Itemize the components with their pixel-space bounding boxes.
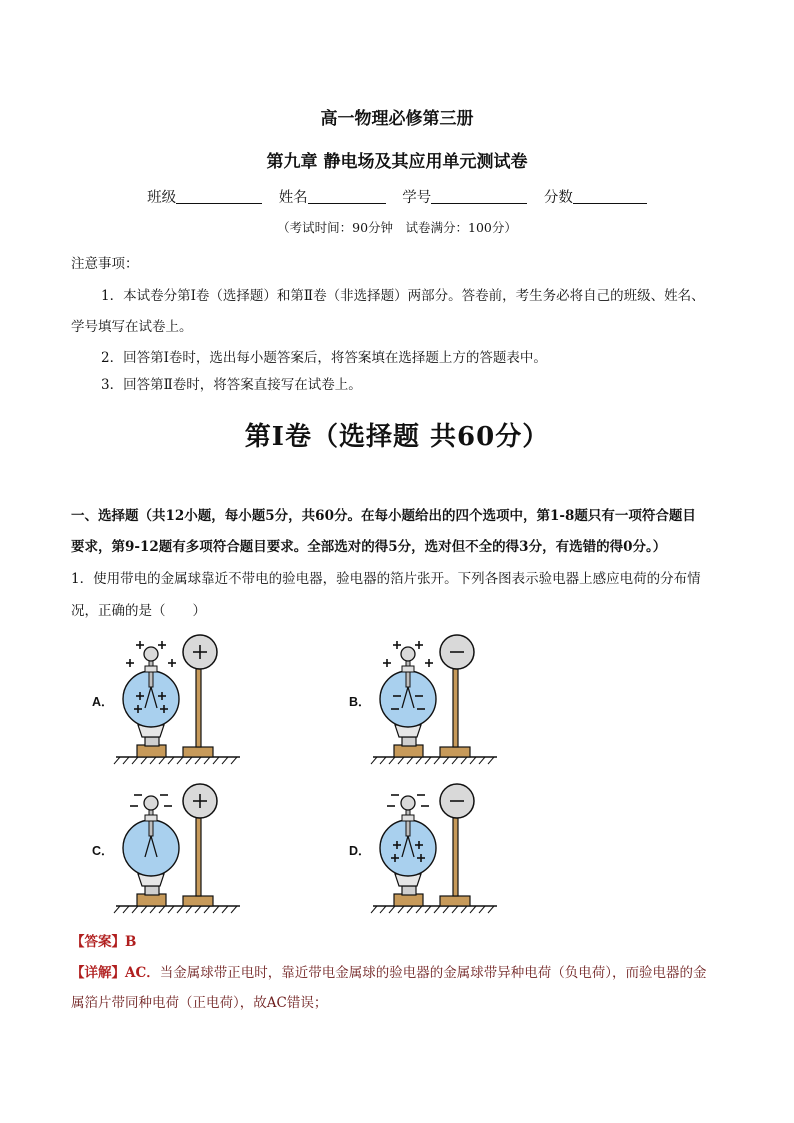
electroscope-base: [394, 894, 423, 906]
explanation-line-1: [71, 961, 706, 981]
answer-line: [71, 930, 136, 950]
option-c-label[interactable]: C．: [92, 844, 114, 858]
ground-hatch: [123, 757, 129, 764]
ground-hatch: [398, 906, 404, 913]
explanation-tag: AC．: [125, 965, 160, 981]
electroscope-base: [137, 745, 166, 757]
ground-hatch: [132, 906, 138, 913]
ground-hatch: [443, 906, 449, 913]
answer-label: 【答案】: [71, 934, 125, 950]
ground-hatch: [380, 906, 386, 913]
ground-hatch: [114, 757, 120, 764]
part-title: 第Ⅰ卷（选择题 共60分）: [244, 422, 550, 452]
name-label: 姓名: [278, 190, 308, 206]
stand-base: [183, 747, 213, 757]
ground-hatch: [470, 906, 476, 913]
ground-hatch: [114, 906, 120, 913]
ground-hatch: [443, 757, 449, 764]
ground-hatch: [231, 906, 237, 913]
ground-hatch: [204, 906, 210, 913]
rod-clamp: [145, 666, 157, 672]
ground-hatch: [398, 757, 404, 764]
electroscope-diagram-c: [114, 784, 240, 913]
ground-hatch: [204, 757, 210, 764]
ground-hatch: [123, 906, 129, 913]
ground-hatch: [159, 757, 165, 764]
electroscope-diagram-a: [114, 635, 240, 764]
ground-hatch: [371, 906, 377, 913]
ground-hatch: [425, 906, 431, 913]
ground-hatch: [479, 757, 485, 764]
ground-hatch: [195, 757, 201, 764]
notice-heading: 注意事项：: [71, 256, 139, 272]
question-1-stem: 1．使用带电的金属球靠近不带电的验电器，验电器的箔片张开。下列各图表示验电器上感应电荷的分布情: [71, 571, 701, 587]
ground-hatch: [470, 757, 476, 764]
ground-hatch: [479, 906, 485, 913]
electroscope-stem: [402, 737, 416, 746]
ground-hatch: [213, 757, 219, 764]
ground-hatch: [213, 906, 219, 913]
section-instructions: 一、选择题（共12小题，每小题5分，共60分。在每小题给出的四个选项中，第1-8题只有一项符合题目: [71, 508, 696, 524]
ground-hatch: [452, 757, 458, 764]
ground-hatch: [461, 906, 467, 913]
rod-clamp: [402, 666, 414, 672]
ground-hatch: [168, 757, 174, 764]
ground-hatch: [222, 906, 228, 913]
ground-hatch: [488, 906, 494, 913]
ground-hatch: [452, 906, 458, 913]
electroscope-diagram-b: [371, 635, 497, 764]
section-instructions-cont: 要求，第9-12题有多项符合题目要求。全部选对的得5分，选对但不全的得3分，有选错的得0分。）: [71, 539, 667, 555]
explanation-line-2: [71, 991, 327, 1011]
exam-title: 高一物理必修第三册: [320, 109, 474, 129]
top-metal-ball: [144, 647, 158, 661]
ground-hatch: [159, 906, 165, 913]
notice-item-1-cont: 学号填写在试卷上。: [71, 319, 193, 335]
ground-hatch: [407, 757, 413, 764]
id-label: 学号: [402, 190, 432, 206]
ground-hatch: [177, 757, 183, 764]
ground-hatch: [380, 757, 386, 764]
metal-rod: [149, 659, 153, 687]
option-a-label[interactable]: A．: [92, 695, 114, 709]
exam-subtitle: 第九章 静电场及其应用单元测试卷: [266, 152, 528, 172]
rod-clamp: [145, 815, 157, 821]
ground-hatch: [416, 757, 422, 764]
option-d-label[interactable]: D．: [349, 844, 371, 858]
ground-hatch: [132, 757, 138, 764]
ground-hatch: [434, 906, 440, 913]
question-1-stem-cont: 况，正确的是（ ）: [71, 603, 206, 619]
top-metal-ball: [401, 647, 415, 661]
notice-item-3: 3．回答第Ⅱ卷时，将答案直接写在试卷上。: [101, 377, 362, 393]
ground-hatch: [407, 906, 413, 913]
top-metal-ball: [401, 796, 415, 810]
ground-hatch: [389, 757, 395, 764]
answer-value: B: [125, 934, 137, 950]
stand-base: [440, 896, 470, 906]
ground-hatch: [186, 906, 192, 913]
ground-hatch: [141, 906, 147, 913]
ground-hatch: [150, 906, 156, 913]
ground-hatch: [168, 906, 174, 913]
explanation-text: 当金属球带正电时，靠近带电金属球的验电器的金属球带异种电荷（负电荷），而验电器的金: [159, 965, 707, 981]
ground-hatch: [177, 906, 183, 913]
explanation-label: 【详解】: [71, 965, 125, 981]
ground-hatch: [371, 757, 377, 764]
ground-hatch: [461, 757, 467, 764]
class-label: 班级: [147, 190, 177, 206]
stand-base: [440, 747, 470, 757]
ground-hatch: [425, 757, 431, 764]
ground-hatch: [488, 757, 494, 764]
ground-hatch: [141, 757, 147, 764]
ground-hatch: [231, 757, 237, 764]
notice-item-1: 1．本试卷分第Ⅰ卷（选择题）和第Ⅱ卷（非选择题）两部分。答卷前，考生务必将自己的班级、姓名、: [101, 288, 705, 304]
electroscope-diagram-d: [371, 784, 497, 913]
stand-base: [183, 896, 213, 906]
rod-clamp: [402, 815, 414, 821]
stand-pole: [453, 669, 458, 747]
metal-rod: [406, 808, 410, 836]
ground-hatch: [186, 757, 192, 764]
electroscope-base: [137, 894, 166, 906]
explanation-text-cont: 属箔片带同种电荷（正电荷），故AC错误；: [71, 995, 328, 1011]
metal-rod: [149, 808, 153, 836]
ground-hatch: [389, 906, 395, 913]
stand-pole: [196, 818, 201, 896]
exam-meta: （考试时间：90分钟 试卷满分：100分）: [277, 220, 517, 235]
stand-pole: [196, 669, 201, 747]
top-metal-ball: [144, 796, 158, 810]
notice-item-2: 2．回答第Ⅰ卷时，选出每小题答案后，将答案填在选择题上方的答题表中。: [101, 350, 547, 366]
ground-hatch: [150, 757, 156, 764]
ground-hatch: [222, 757, 228, 764]
ground-hatch: [434, 757, 440, 764]
electroscope-stem: [145, 737, 159, 746]
electroscope-stem: [145, 886, 159, 895]
ground-hatch: [416, 906, 422, 913]
metal-rod: [406, 659, 410, 687]
score-label: 分数: [543, 190, 573, 206]
stand-pole: [453, 818, 458, 896]
electroscope-stem: [402, 886, 416, 895]
option-b-label[interactable]: B．: [349, 695, 371, 709]
ground-hatch: [195, 906, 201, 913]
electroscope-base: [394, 745, 423, 757]
